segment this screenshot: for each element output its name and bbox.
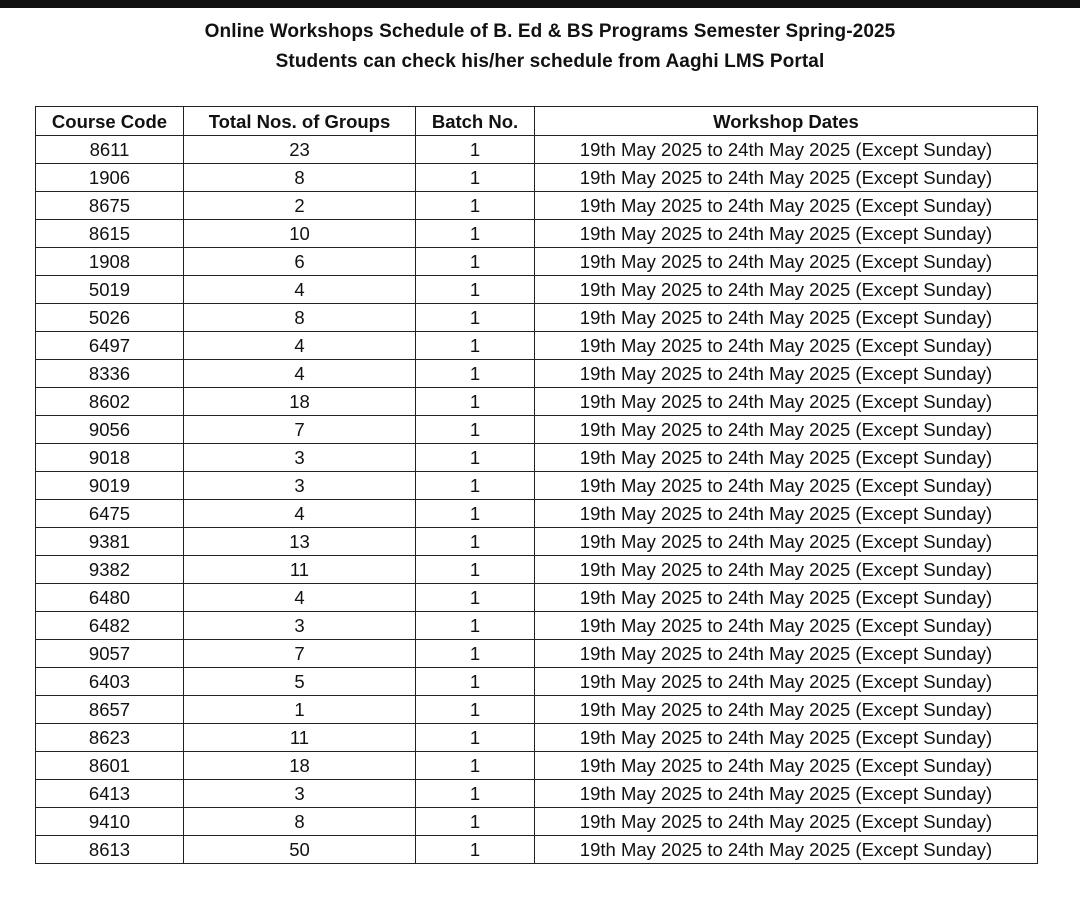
total-groups-cell: 10 bbox=[184, 220, 416, 248]
workshop-dates-cell: 19th May 2025 to 24th May 2025 (Except Sunday) bbox=[535, 584, 1038, 612]
course-code-cell: 6413 bbox=[36, 780, 184, 808]
total-groups-cell: 18 bbox=[184, 752, 416, 780]
workshop-dates-cell: 19th May 2025 to 24th May 2025 (Except Sunday) bbox=[535, 836, 1038, 864]
batch-no-cell: 1 bbox=[416, 836, 535, 864]
course-code-cell: 6497 bbox=[36, 332, 184, 360]
course-code-cell: 9381 bbox=[36, 528, 184, 556]
batch-no-cell: 1 bbox=[416, 136, 535, 164]
course-code-cell: 8623 bbox=[36, 724, 184, 752]
table-row bbox=[36, 360, 1038, 388]
course-code-cell: 8611 bbox=[36, 136, 184, 164]
table-row bbox=[36, 752, 1038, 780]
course-code-cell: 6475 bbox=[36, 500, 184, 528]
batch-no-cell: 1 bbox=[416, 584, 535, 612]
workshop-schedule-table bbox=[35, 106, 1038, 864]
table-body bbox=[36, 136, 1038, 864]
table-row bbox=[36, 612, 1038, 640]
workshop-dates-cell: 19th May 2025 to 24th May 2025 (Except Sunday) bbox=[535, 696, 1038, 724]
total-groups-cell: 2 bbox=[184, 192, 416, 220]
batch-no-cell: 1 bbox=[416, 752, 535, 780]
table-row bbox=[36, 164, 1038, 192]
column-header-batch-no: Batch No. bbox=[416, 107, 535, 136]
table-row bbox=[36, 780, 1038, 808]
workshop-dates-cell: 19th May 2025 to 24th May 2025 (Except Sunday) bbox=[535, 752, 1038, 780]
course-code-cell: 9056 bbox=[36, 416, 184, 444]
batch-no-cell: 1 bbox=[416, 808, 535, 836]
course-code-cell: 8615 bbox=[36, 220, 184, 248]
course-code-cell: 5026 bbox=[36, 304, 184, 332]
workshop-dates-cell: 19th May 2025 to 24th May 2025 (Except Sunday) bbox=[535, 780, 1038, 808]
batch-no-cell: 1 bbox=[416, 528, 535, 556]
table-row bbox=[36, 136, 1038, 164]
table-row bbox=[36, 192, 1038, 220]
course-code-cell: 9018 bbox=[36, 444, 184, 472]
total-groups-cell: 3 bbox=[184, 472, 416, 500]
batch-no-cell: 1 bbox=[416, 388, 535, 416]
table-row bbox=[36, 640, 1038, 668]
workshop-dates-cell: 19th May 2025 to 24th May 2025 (Except Sunday) bbox=[535, 500, 1038, 528]
table-row bbox=[36, 248, 1038, 276]
course-code-cell: 9410 bbox=[36, 808, 184, 836]
workshop-dates-cell: 19th May 2025 to 24th May 2025 (Except Sunday) bbox=[535, 416, 1038, 444]
course-code-cell: 8602 bbox=[36, 388, 184, 416]
total-groups-cell: 4 bbox=[184, 584, 416, 612]
course-code-cell: 6403 bbox=[36, 668, 184, 696]
course-code-cell: 1908 bbox=[36, 248, 184, 276]
table-row bbox=[36, 304, 1038, 332]
total-groups-cell: 18 bbox=[184, 388, 416, 416]
table-row bbox=[36, 836, 1038, 864]
batch-no-cell: 1 bbox=[416, 640, 535, 668]
document-title: Online Workshops Schedule of B. Ed & BS Programs Semester Spring-2025 bbox=[204, 21, 896, 42]
column-header-course-code: Course Code bbox=[36, 107, 184, 136]
batch-no-cell: 1 bbox=[416, 472, 535, 500]
total-groups-cell: 11 bbox=[184, 556, 416, 584]
total-groups-cell: 8 bbox=[184, 304, 416, 332]
total-groups-cell: 23 bbox=[184, 136, 416, 164]
table-row bbox=[36, 276, 1038, 304]
workshop-dates-cell: 19th May 2025 to 24th May 2025 (Except Sunday) bbox=[535, 164, 1038, 192]
course-code-cell: 8675 bbox=[36, 192, 184, 220]
total-groups-cell: 4 bbox=[184, 276, 416, 304]
total-groups-cell: 4 bbox=[184, 500, 416, 528]
table-row bbox=[36, 220, 1038, 248]
workshop-dates-cell: 19th May 2025 to 24th May 2025 (Except Sunday) bbox=[535, 360, 1038, 388]
batch-no-cell: 1 bbox=[416, 276, 535, 304]
table-row bbox=[36, 808, 1038, 836]
course-code-cell: 6480 bbox=[36, 584, 184, 612]
workshop-dates-cell: 19th May 2025 to 24th May 2025 (Except Sunday) bbox=[535, 528, 1038, 556]
table-row bbox=[36, 332, 1038, 360]
batch-no-cell: 1 bbox=[416, 444, 535, 472]
workshop-dates-cell: 19th May 2025 to 24th May 2025 (Except Sunday) bbox=[535, 136, 1038, 164]
workshop-dates-cell: 19th May 2025 to 24th May 2025 (Except Sunday) bbox=[535, 276, 1038, 304]
batch-no-cell: 1 bbox=[416, 248, 535, 276]
workshop-dates-cell: 19th May 2025 to 24th May 2025 (Except Sunday) bbox=[535, 388, 1038, 416]
course-code-cell: 9019 bbox=[36, 472, 184, 500]
total-groups-cell: 3 bbox=[184, 444, 416, 472]
batch-no-cell: 1 bbox=[416, 360, 535, 388]
batch-no-cell: 1 bbox=[416, 696, 535, 724]
workshop-dates-cell: 19th May 2025 to 24th May 2025 (Except Sunday) bbox=[535, 248, 1038, 276]
column-header-workshop-dates: Workshop Dates bbox=[535, 107, 1038, 136]
table-row bbox=[36, 444, 1038, 472]
total-groups-cell: 8 bbox=[184, 808, 416, 836]
total-groups-cell: 3 bbox=[184, 780, 416, 808]
table-row bbox=[36, 472, 1038, 500]
table-row bbox=[36, 528, 1038, 556]
total-groups-cell: 5 bbox=[184, 668, 416, 696]
total-groups-cell: 8 bbox=[184, 164, 416, 192]
batch-no-cell: 1 bbox=[416, 416, 535, 444]
batch-no-cell: 1 bbox=[416, 220, 535, 248]
table-row bbox=[36, 388, 1038, 416]
workshop-dates-cell: 19th May 2025 to 24th May 2025 (Except Sunday) bbox=[535, 444, 1038, 472]
top-border-bar bbox=[0, 0, 1080, 8]
workshop-dates-cell: 19th May 2025 to 24th May 2025 (Except Sunday) bbox=[535, 192, 1038, 220]
workshop-dates-cell: 19th May 2025 to 24th May 2025 (Except Sunday) bbox=[535, 304, 1038, 332]
batch-no-cell: 1 bbox=[416, 724, 535, 752]
table-row bbox=[36, 668, 1038, 696]
document-subtitle: Students can check his/her schedule from Aaghi LMS Portal bbox=[275, 51, 825, 72]
table-row bbox=[36, 416, 1038, 444]
total-groups-cell: 6 bbox=[184, 248, 416, 276]
table-header-row bbox=[36, 107, 1038, 136]
total-groups-cell: 50 bbox=[184, 836, 416, 864]
course-code-cell: 8657 bbox=[36, 696, 184, 724]
column-header-total-groups: Total Nos. of Groups bbox=[184, 107, 416, 136]
workshop-dates-cell: 19th May 2025 to 24th May 2025 (Except Sunday) bbox=[535, 220, 1038, 248]
total-groups-cell: 7 bbox=[184, 416, 416, 444]
course-code-cell: 8336 bbox=[36, 360, 184, 388]
batch-no-cell: 1 bbox=[416, 612, 535, 640]
course-code-cell: 5019 bbox=[36, 276, 184, 304]
batch-no-cell: 1 bbox=[416, 668, 535, 696]
workshop-dates-cell: 19th May 2025 to 24th May 2025 (Except Sunday) bbox=[535, 612, 1038, 640]
table-row bbox=[36, 696, 1038, 724]
course-code-cell: 9382 bbox=[36, 556, 184, 584]
workshop-dates-cell: 19th May 2025 to 24th May 2025 (Except Sunday) bbox=[535, 668, 1038, 696]
course-code-cell: 9057 bbox=[36, 640, 184, 668]
total-groups-cell: 13 bbox=[184, 528, 416, 556]
workshop-dates-cell: 19th May 2025 to 24th May 2025 (Except Sunday) bbox=[535, 724, 1038, 752]
course-code-cell: 1906 bbox=[36, 164, 184, 192]
batch-no-cell: 1 bbox=[416, 164, 535, 192]
table-row bbox=[36, 500, 1038, 528]
batch-no-cell: 1 bbox=[416, 556, 535, 584]
batch-no-cell: 1 bbox=[416, 304, 535, 332]
total-groups-cell: 1 bbox=[184, 696, 416, 724]
table-row bbox=[36, 584, 1038, 612]
workshop-dates-cell: 19th May 2025 to 24th May 2025 (Except Sunday) bbox=[535, 808, 1038, 836]
total-groups-cell: 3 bbox=[184, 612, 416, 640]
workshop-dates-cell: 19th May 2025 to 24th May 2025 (Except Sunday) bbox=[535, 556, 1038, 584]
workshop-dates-cell: 19th May 2025 to 24th May 2025 (Except Sunday) bbox=[535, 472, 1038, 500]
workshop-dates-cell: 19th May 2025 to 24th May 2025 (Except Sunday) bbox=[535, 332, 1038, 360]
workshop-dates-cell: 19th May 2025 to 24th May 2025 (Except Sunday) bbox=[535, 640, 1038, 668]
table-row bbox=[36, 724, 1038, 752]
batch-no-cell: 1 bbox=[416, 780, 535, 808]
batch-no-cell: 1 bbox=[416, 332, 535, 360]
total-groups-cell: 11 bbox=[184, 724, 416, 752]
course-code-cell: 6482 bbox=[36, 612, 184, 640]
course-code-cell: 8613 bbox=[36, 836, 184, 864]
total-groups-cell: 4 bbox=[184, 360, 416, 388]
table-row bbox=[36, 556, 1038, 584]
total-groups-cell: 7 bbox=[184, 640, 416, 668]
total-groups-cell: 4 bbox=[184, 332, 416, 360]
batch-no-cell: 1 bbox=[416, 192, 535, 220]
course-code-cell: 8601 bbox=[36, 752, 184, 780]
batch-no-cell: 1 bbox=[416, 500, 535, 528]
